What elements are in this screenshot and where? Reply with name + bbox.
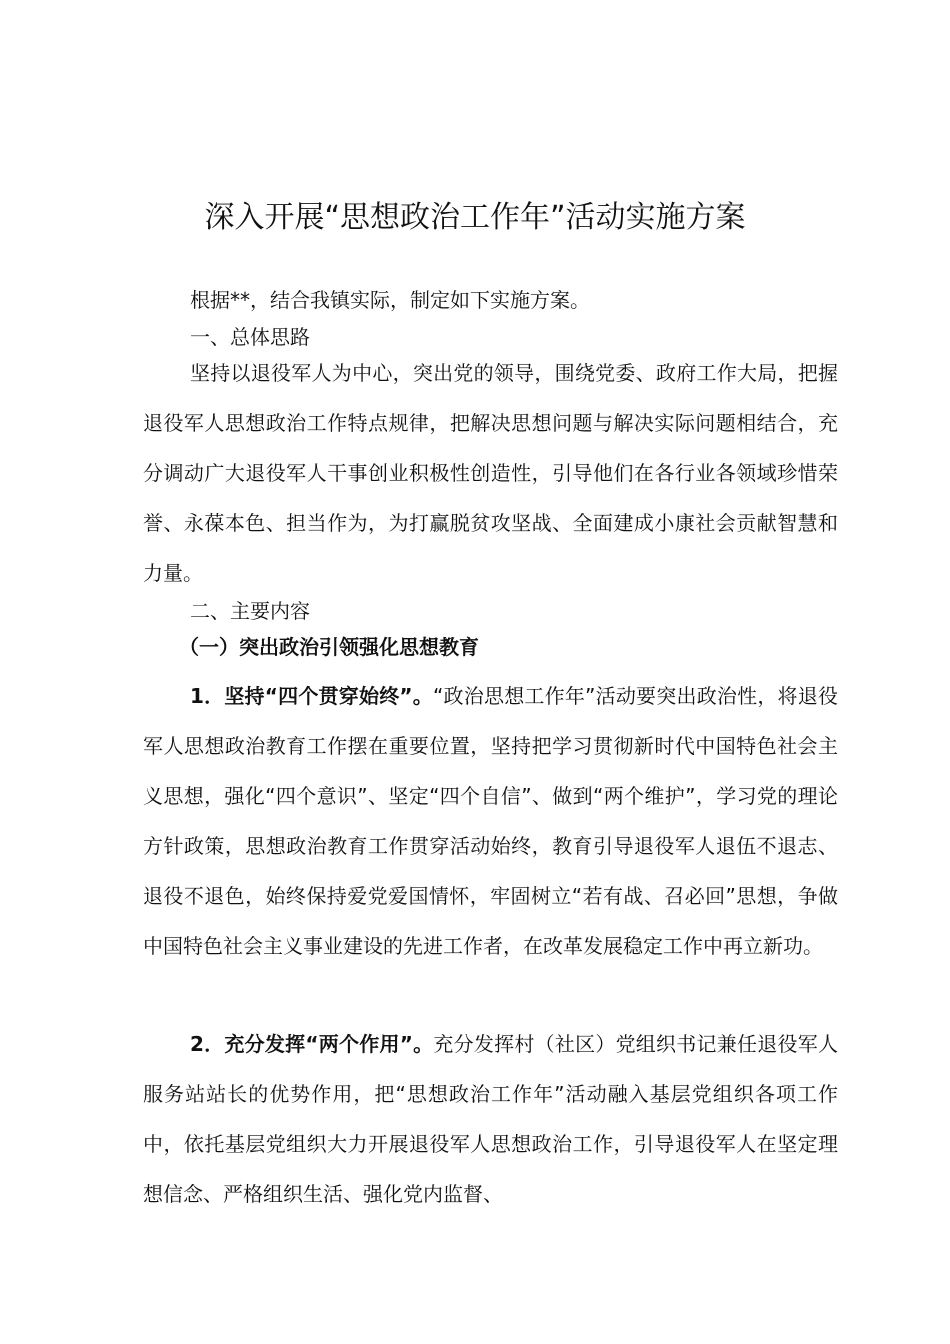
section-1-heading: 一、总体思路 (190, 325, 310, 349)
section-1-body: 坚持以退役军人为中心，突出党的领导，围绕党委、政府工作大局，把握退役军人思想政治工作特点规律，把解决思想问题与解决实际问题相结合，充分调动广大退役军人干事创业积极性创造性，引导他们在各行业各领域珍惜荣誉、永葆本色、担当作为，为打赢脱贫攻坚战、全面建成小康社会贡献智慧和力量。 (143, 361, 838, 585)
intro-paragraph: 根据**，结合我镇实际，制定如下实施方案。 (190, 288, 590, 312)
document-title: 深入开展“思想政治工作年”活动实施方案 (204, 200, 746, 236)
item-2-body: 充分发挥村（社区）党组织书记兼任退役军人服务站站长的优势作用，把“思想政治工作年”活动融入基层党组织各项工作中，依托基层党组织大力开展退役军人思想政治工作，引导退役军人在坚定理想信念、严格组织生活、强化党内监督、 (143, 1032, 838, 1206)
item-2-paragraph (143, 1019, 838, 1219)
section-2-heading: 二、主要内容 (190, 599, 310, 623)
item-2-lead: 2．充分发挥“两个作用”。 (190, 1032, 434, 1056)
item-1-body: “政治思想工作年”活动要突出政治性，将退役军人思想政治教育工作摆在重要位置，坚持把学习贯彻新时代中国特色社会主义思想，强化“四个意识”、坚定“四个自信”、做到“两个维护”，学习党的理论方针政策，思想政治教育工作贯穿活动始终，教育引导退役军人退伍不退志、退役不退色，始终保持爱党爱国情怀，牢固树立“若有战、召必回”思想，争做中国特色社会主义事业建设的先进工作者，在改革发展稳定工作中再立新功。 (143, 684, 838, 958)
subsection-1-heading: （一）突出政治引领强化思想教育 (179, 635, 479, 659)
item-1-paragraph (143, 671, 838, 971)
item-1-lead: 1．坚持“四个贯穿始终”。 (190, 684, 433, 708)
